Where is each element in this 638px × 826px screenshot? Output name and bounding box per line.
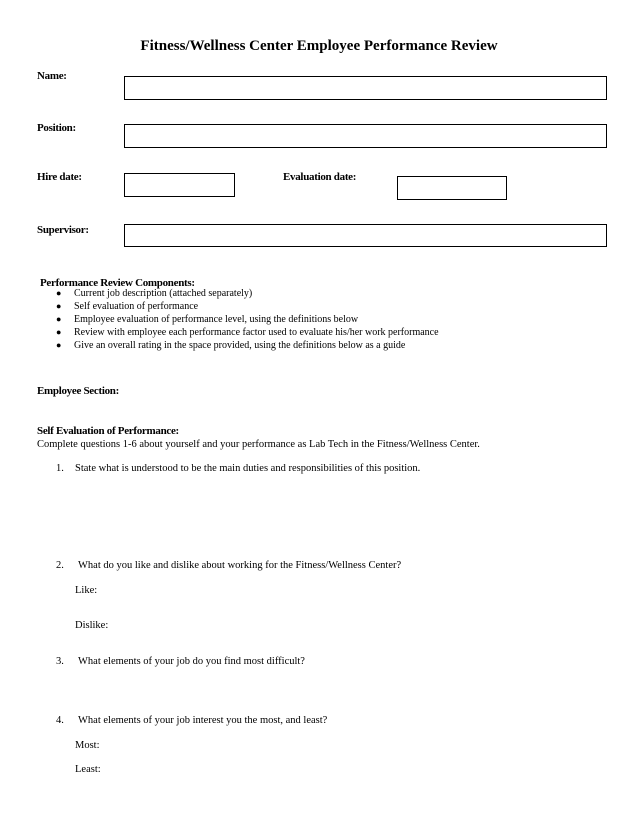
bullet-icon: ● (56, 288, 62, 298)
question-number: 4. (56, 715, 64, 726)
question-number: 2. (56, 560, 64, 571)
question-3-text: What elements of your job do you find most difficult? (78, 656, 305, 667)
evaluation-date-label: Evaluation date: (283, 171, 357, 183)
list-item-text: Current job description (attached separately) (74, 288, 253, 299)
hire-date-label: Hire date: (37, 171, 82, 183)
evaluation-date-field[interactable] (397, 176, 507, 200)
position-field[interactable] (124, 124, 607, 148)
components-heading: Performance Review Components: (40, 277, 195, 289)
components-list (56, 287, 439, 352)
name-field[interactable] (124, 76, 607, 100)
employee-section-heading: Employee Section: (37, 385, 119, 397)
least-label: Least: (75, 764, 101, 775)
list-item (56, 339, 439, 352)
name-label: Name: (37, 70, 67, 82)
list-item (56, 300, 439, 313)
self-evaluation-instructions: Complete questions 1-6 about yourself and your performance as Lab Tech in the Fitness/Wellness Center. (37, 439, 480, 450)
list-item-text: Employee evaluation of performance level, using the definitions below (74, 314, 359, 325)
supervisor-label: Supervisor: (37, 224, 89, 236)
hire-date-field[interactable] (124, 173, 235, 197)
list-item-text: Self evaluation of performance (74, 301, 199, 312)
dislike-label: Dislike: (75, 620, 109, 631)
like-label: Like: (75, 585, 98, 596)
question-number: 1. (56, 463, 64, 474)
question-2-text: What do you like and dislike about working for the Fitness/Wellness Center? (78, 560, 402, 571)
question-4-text: What elements of your job interest you the most, and least? (78, 715, 328, 726)
position-label: Position: (37, 122, 76, 134)
supervisor-field[interactable] (124, 224, 607, 247)
most-label: Most: (75, 740, 100, 751)
bullet-icon: ● (56, 340, 62, 350)
bullet-icon: ● (56, 327, 62, 337)
list-item-text: Give an overall rating in the space provided, using the definitions below as a guide (74, 340, 406, 351)
list-item (56, 326, 439, 339)
question-1-text: State what is understood to be the main duties and responsibilities of this position. (75, 463, 421, 474)
page-title: Fitness/Wellness Center Employee Performance Review (140, 38, 498, 54)
bullet-icon: ● (56, 314, 62, 324)
self-evaluation-heading: Self Evaluation of Performance: (37, 425, 179, 437)
bullet-icon: ● (56, 301, 62, 311)
question-number: 3. (56, 656, 64, 667)
list-item (56, 287, 439, 300)
list-item (56, 313, 439, 326)
list-item-text: Review with employee each performance factor used to evaluate his/her work performance (74, 327, 439, 338)
